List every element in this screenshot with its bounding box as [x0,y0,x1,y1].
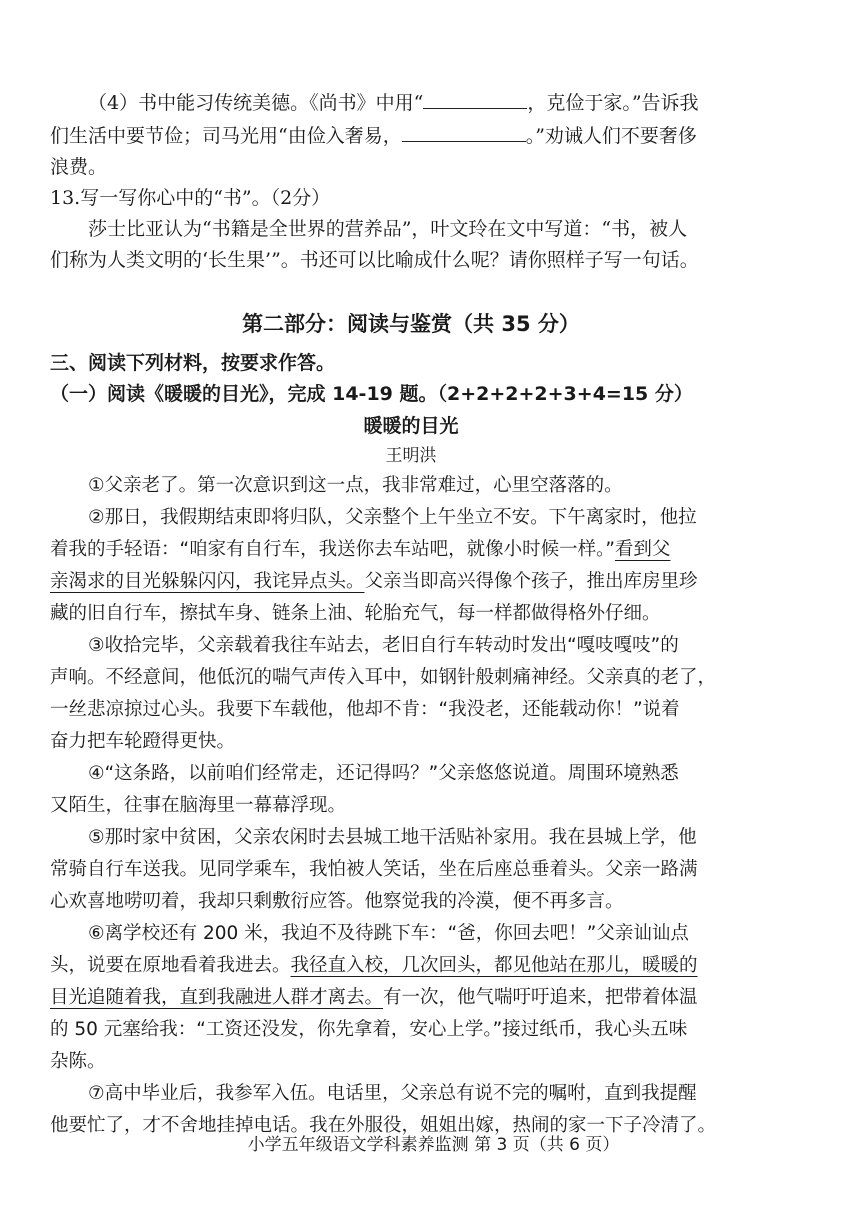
story-text: 着我的手轻语：“咱家有自行车，我送你去车站吧，就像小时候一样。” [50,539,615,560]
underlined-sentence-2-cont: 目光追随着我，直到我融进人群才离去。 [50,987,384,1008]
paragraph-1: ①父亲老了。第一次意识到这一点，我非常难过，心里空落落的。 [88,475,623,496]
q12-text: （4）书中能习传统美德。《尚书》中用“ [88,92,424,114]
underlined-sentence-1: 看到父 [614,539,671,560]
page-footer: 小学五年级语文学科素养监测 第 3 页（共 6 页） [247,1135,620,1155]
paragraph-2-line-2 [50,534,772,566]
q13-line-2: 们称为人类文明的‘长生果’”。书还可以比喻成什么呢？请你照样子写一句话。 [50,249,699,271]
part-2-title: 第二部分：阅读与鉴赏（共 35 分） [242,312,580,336]
paragraph-6-line-2 [50,950,772,982]
paragraph-4-line-1: ④“这条路，以前咱们经常走，还记得吗？”父亲悠悠说道。周围环境熟悉 [88,763,679,784]
q12-line-3: 浪费。 [50,156,108,178]
paragraph-6-line-3 [50,982,772,1014]
paragraph-2-line-1: ②那日，我假期结束即将归队，父亲整个上午坐立不安。下午离家时，他拉 [88,507,697,528]
story-text: 头，说要在原地看着我进去。 [50,955,291,976]
paragraph-2-line-3 [50,566,772,598]
paragraph-2-line-4: 藏的旧自行车，擦拭车身、链条上油、轮胎充气，每一样都做得格外仔细。 [50,603,661,624]
paragraph-3-line-1: ③收拾完毕，父亲载着我往车站去，老旧自行车转动时发出“嘎吱嘎吱”的 [88,635,679,656]
paragraph-7-line-1: ⑦高中毕业后，我参军入伍。电话里，父亲总有说不完的嘱咐，直到我提醒 [88,1083,697,1104]
paragraph-5-line-2: 常骑自行车送我。见同学乘车，我怕被人笑话，坐在后座总垂着头。父亲一路满 [50,859,698,880]
paragraph-6-line-5: 杂陈。 [50,1051,106,1072]
paragraph-5-line-1: ⑤那时家中贫困，父亲农闲时去县城工地干活贴补家用。我在县城上学，他 [88,827,697,848]
paragraph-6-line-4: 的 50 元塞给我：“工资还没发，你先拿着，安心上学。”接过纸币，我心头五味 [50,1019,688,1040]
story-title: 暖暖的目光 [363,415,459,437]
q12-line-1 [50,86,772,119]
paragraph-7-line-2: 他要忙了，才不舍地挂掉电话。我在外服役，姐姐出嫁，热闹的家一下子冷清了。 [50,1115,717,1136]
story-text: 有一次，他气喘吁吁追来，把带着体温 [383,987,698,1008]
q13-line-1: 莎士比亚认为“书籍是全世界的营养品”，叶文玲在文中写道：“书，被人 [88,218,688,240]
paragraph-6-line-1: ⑥离学校还有 200 米，我迫不及待跳下车：“爸，你回去吧！”父亲讪讪点 [88,923,689,944]
answer-space [50,276,772,306]
story-body [50,470,772,1142]
paragraph-3-line-3: 一丝悲凉掠过心头。我要下车载他，他却不肯：“我没老，还能载动你！”说着 [50,699,680,720]
q12-text: 。”劝诫人们不要奢侈 [525,125,697,147]
underlined-sentence-2: 我径直入校，几次回头，都见他站在那儿，暖暖的 [290,955,698,976]
q12-text: ，克俭于家。”告诉我 [527,92,699,114]
page-content [50,86,772,1142]
underlined-sentence-1-cont: 亲渴求的目光躲躲闪闪，我诧异点头。 [50,571,365,592]
paragraph-5-line-3: 心欢喜地唠叨着，我却只剩敷衍应答。他察觉我的冷漠，便不再多言。 [50,891,624,912]
story-text: 父亲当即高兴得像个孩子，推出库房里珍 [364,571,698,592]
paragraph-4-line-2: 又陌生，往事在脑海里一幕幕浮现。 [50,795,347,816]
story-author: 王明洪 [385,446,437,466]
q12-line-2 [50,119,772,152]
paragraph-3-line-2: 声响。不经意间，他低沉的喘气声传入耳中，如钢针般刺痛神经。父亲真的老了， [50,667,717,688]
q12-text: 们生活中要节俭；司马光用“由俭入奢易， [50,125,402,147]
answer-blank-1[interactable] [423,86,527,109]
paragraph-3-line-4: 奋力把车轮蹬得更快。 [50,731,236,752]
section-3-heading: 三、阅读下列材料，按要求作答。 [50,352,336,374]
answer-blank-2[interactable] [402,119,526,142]
q13-title: 13.写一写你心中的“书”。（2分） [50,187,331,209]
subsection-1-heading: （一）阅读《暖暖的目光》，完成 14-19 题。（2+2+2+2+3+4=15 分） [50,383,693,405]
